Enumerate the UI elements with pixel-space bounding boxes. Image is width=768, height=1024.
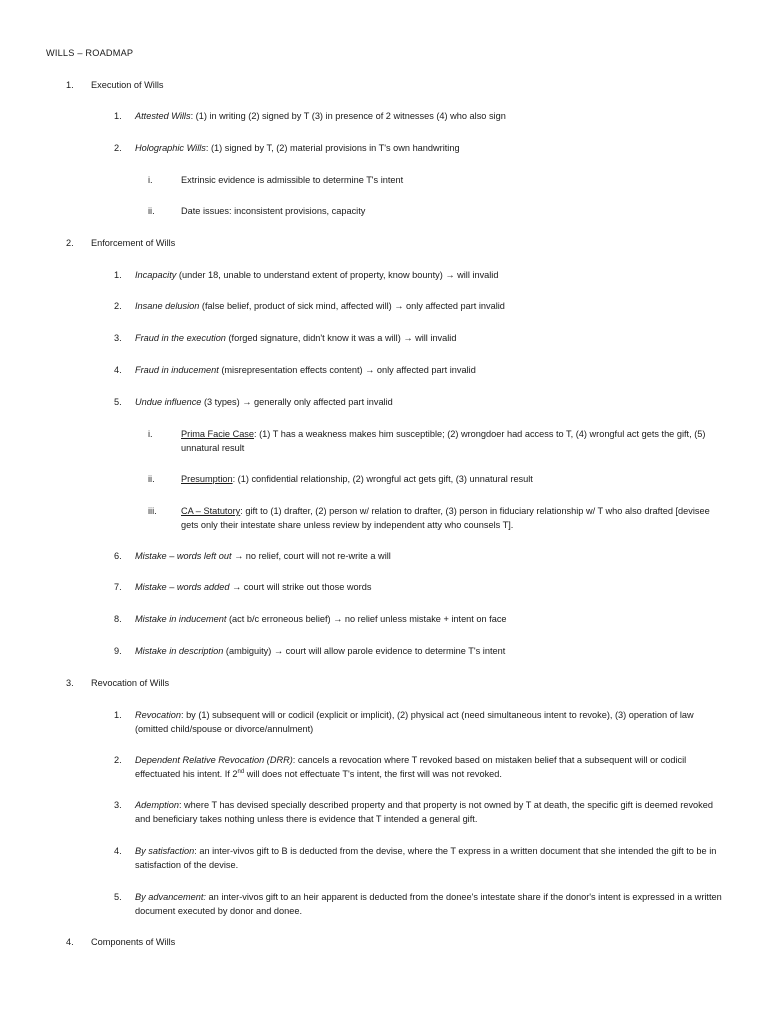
item-term: By satisfaction	[135, 846, 195, 856]
item-term: Holographic Wills	[135, 143, 206, 153]
item-term: By advancement:	[135, 892, 206, 902]
item-text: : an inter-vivos gift to B is deducted from the devise, where the T express in a written document that she intended the gift to be in satisfaction of the devise.	[135, 846, 717, 870]
item-term: Mistake in description	[135, 646, 224, 656]
sub-item-text: Extrinsic evidence is admissible to determine T's intent	[181, 175, 404, 185]
item-text: (misrepresentation effects content) → only affected part invalid	[218, 365, 476, 375]
item-text: : by (1) subsequent will or codicil (explicit or implicit), (2) physical act (need simultaneous intent to revoke), (3) operation of law (omitted child/spouse or divorce/annulment)	[135, 710, 694, 734]
section-number: 4.	[66, 937, 74, 947]
item-text: (act b/c erroneous belief) → no relief unless mistake + intent on face	[226, 614, 507, 624]
section-heading: Components of Wills	[91, 937, 176, 947]
section-heading: Enforcement of Wills	[91, 238, 176, 248]
section-number: 3.	[66, 678, 74, 688]
item-number: 5.	[114, 397, 122, 407]
item-term: Fraud in inducement	[135, 365, 219, 375]
sub-item-term: CA – Statutory	[181, 506, 241, 516]
item-number: 3.	[114, 800, 122, 810]
item-number: 4.	[114, 365, 122, 375]
item-number: 4.	[114, 846, 122, 856]
item-text: → no relief, court will not re-write a will	[231, 551, 391, 561]
item-text: : (1) signed by T, (2) material provisions in T's own handwriting	[205, 143, 460, 153]
sub-item-text: : gift to (1) drafter, (2) person w/ relation to drafter, (3) person in fiduciary relationship w/ T who also drafted [devisee gets only their intestate share unless review by independent atty who counsels T].	[181, 506, 710, 530]
item-text: (under 18, unable to understand extent of property, know bounty) → will invalid	[176, 270, 499, 280]
item-number: 6.	[114, 551, 122, 561]
item-term: Mistake in inducement	[135, 614, 227, 624]
item-number: 3.	[114, 333, 122, 343]
item-number: 1.	[114, 710, 122, 720]
item-text: (3 types) → generally only affected part invalid	[201, 397, 393, 407]
item-number: 1.	[114, 270, 122, 280]
sub-item-number: iii.	[148, 506, 157, 516]
sub-item-text: Date issues: inconsistent provisions, capacity	[181, 206, 366, 216]
item-term: Undue influence	[135, 397, 202, 407]
item-text: : (1) in writing (2) signed by T (3) in presence of 2 witnesses (4) who also sign	[190, 111, 506, 121]
item-text: (forged signature, didn't know it was a will) → will invalid	[225, 333, 457, 343]
sub-item-number: i.	[148, 175, 153, 185]
sub-item-number: ii.	[148, 206, 155, 216]
item-text: (ambiguity) → court will allow parole evidence to determine T's intent	[223, 646, 506, 656]
sub-item-term: Presumption	[181, 474, 233, 484]
item-number: 2.	[114, 301, 122, 311]
item-term: Mistake – words added	[135, 582, 230, 592]
item-term: Incapacity	[135, 270, 177, 280]
item-term: Revocation	[135, 710, 181, 720]
item-number: 2.	[114, 143, 122, 153]
item-number: 7.	[114, 582, 122, 592]
item-text: → court will strike out those words	[229, 582, 372, 592]
section-heading: Execution of Wills	[91, 80, 164, 90]
item-term: Insane delusion	[135, 301, 200, 311]
item-text: : cancels a revocation where T revoked based on mistaken belief that a subsequent will or codicil effectuated his intent. If 2	[135, 755, 687, 779]
item-term: Ademption	[135, 800, 179, 810]
item-text: an inter-vivos gift to an heir apparent is deducted from the donee's intestate share if the donor's intent is expressed in a written document executed by donor and donee.	[135, 892, 722, 916]
item-number: 5.	[114, 892, 122, 902]
page-title: WILLS – ROADMAP	[46, 48, 134, 58]
section-number: 2.	[66, 238, 74, 248]
item-number: 9.	[114, 646, 122, 656]
item-text: (false belief, product of sick mind, affected will) → only affected part invalid	[199, 301, 505, 311]
sub-item-term: Prima Facie Case	[181, 429, 255, 439]
item-number: 2.	[114, 755, 122, 765]
sub-item-number: ii.	[148, 474, 155, 484]
item-term: Fraud in the execution	[135, 333, 226, 343]
item-text-continued: will does not effectuate T's intent, the first will was not revoked.	[244, 769, 502, 779]
sub-item-text: : (1) T has a weakness makes him susceptible; (2) wrongdoer had access to T, (4) wrongful act gets the gift, (5) unnatural result	[181, 429, 706, 453]
item-term: Dependent Relative Revocation (DRR)	[135, 755, 293, 765]
item-text: : where T has devised specially described property and that property is not owned by T at death, the specific gift is deemed revoked and beneficiary takes nothing unless there is evidence that T intended a general gift.	[135, 800, 713, 824]
section-heading: Revocation of Wills	[91, 678, 170, 688]
item-term: Attested Wills	[135, 111, 191, 121]
item-term: Mistake – words left out	[135, 551, 232, 561]
item-number: 8.	[114, 614, 122, 624]
ordinal-suffix: nd	[237, 768, 245, 775]
section-number: 1.	[66, 80, 74, 90]
sub-item-text: : (1) confidential relationship, (2) wrongful act gets gift, (3) unnatural result	[232, 474, 533, 484]
item-number: 1.	[114, 111, 122, 121]
sub-item-number: i.	[148, 429, 153, 439]
